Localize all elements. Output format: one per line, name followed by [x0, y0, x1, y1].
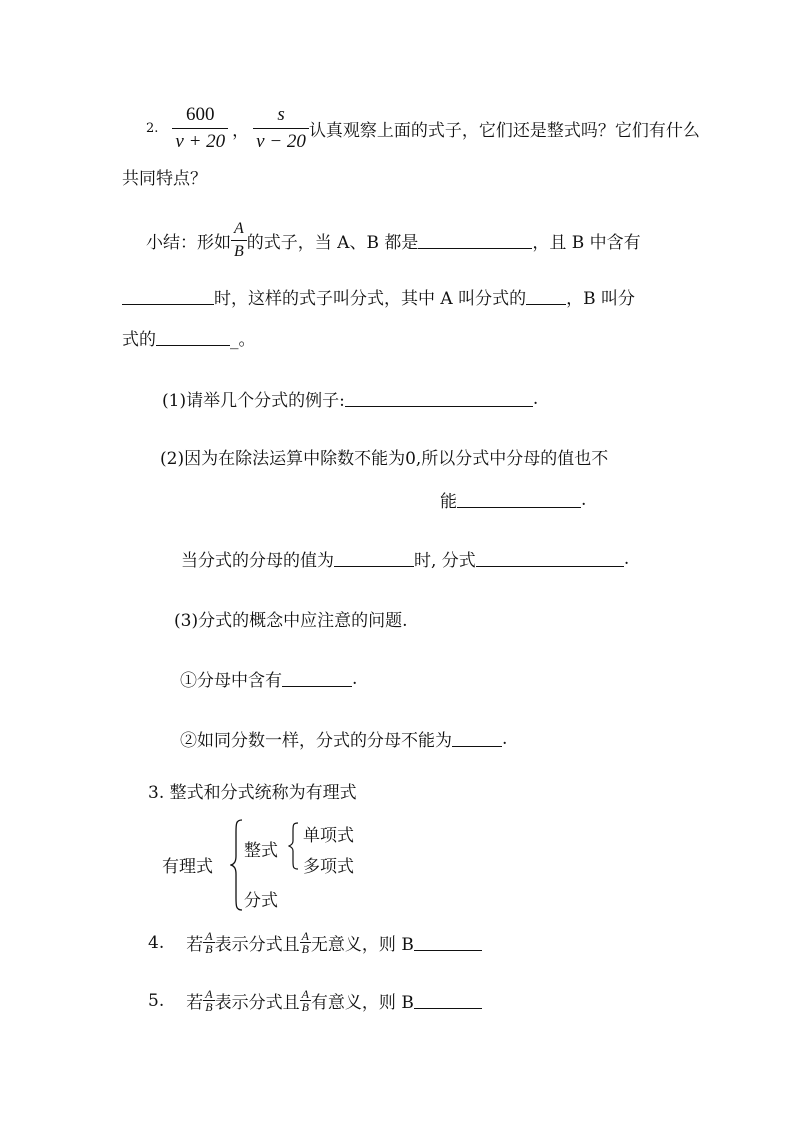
- separator: ，: [232, 121, 250, 141]
- fraction-denominator: B: [301, 1000, 309, 1014]
- fraction-numerator: 600: [186, 104, 215, 125]
- summary-text: _。: [230, 330, 256, 350]
- question-5-text: 若: [186, 993, 204, 1013]
- fraction-numerator: A: [301, 987, 309, 1001]
- tree-branch-integral: 整式: [244, 841, 278, 861]
- fraction-600-over-v-plus-20: [172, 104, 228, 153]
- item-2-cont-text: 能: [440, 492, 457, 512]
- answer-blank[interactable]: [418, 232, 532, 249]
- fraction-a-over-b: [203, 930, 214, 955]
- item-1: [162, 386, 538, 411]
- question-2: [146, 104, 700, 153]
- item-2b-text: 当分式的分母的值为: [181, 551, 334, 571]
- tree-root: 有理式: [162, 857, 213, 877]
- fraction-s-over-v-minus-20: [253, 104, 309, 153]
- summary-line-2: [122, 284, 635, 309]
- fraction-denominator: B: [301, 942, 309, 956]
- fraction-numerator: s: [277, 104, 285, 125]
- summary-text: 式的: [122, 330, 156, 350]
- fraction-denominator: B: [205, 942, 213, 956]
- summary-line-3: [122, 325, 256, 350]
- item-3-point-text: ②如同分数一样，分式的分母不能为: [180, 731, 452, 751]
- answer-blank[interactable]: [452, 730, 502, 747]
- summary-line-1: [146, 220, 641, 261]
- question-4-number: 4.: [148, 932, 165, 953]
- item-2b: [181, 546, 629, 571]
- item-end-mark: .: [532, 388, 539, 409]
- inner-brace: [288, 821, 300, 871]
- item-2-continued: [440, 487, 586, 512]
- question-4-text: 表示分式且: [214, 935, 300, 955]
- fraction-numerator: A: [234, 220, 244, 237]
- fraction-a-over-b: [300, 988, 311, 1013]
- item-3-point-1: [180, 666, 357, 691]
- answer-blank[interactable]: [476, 550, 624, 567]
- summary-text: 时，这样的式子叫分式，其中 A 叫分式的: [214, 289, 527, 309]
- answer-blank[interactable]: [457, 491, 581, 508]
- item-3-point-2: [180, 726, 507, 751]
- fraction-a-over-b: [203, 988, 214, 1013]
- summary-text: ，B 叫分: [566, 289, 635, 309]
- answer-blank[interactable]: [156, 329, 230, 346]
- fraction-denominator: B: [205, 1000, 213, 1014]
- summary-prefix: 小结：形如: [146, 233, 231, 253]
- item-1-label: (1)请举几个分式的例子:: [162, 391, 345, 411]
- question-4-text: 若: [186, 935, 204, 955]
- question-3-text: 3. 整式和分式统称为有理式: [148, 783, 357, 803]
- question-5-number: 5.: [148, 990, 165, 1011]
- fraction-numerator: A: [205, 929, 213, 943]
- item-end-mark: .: [502, 728, 508, 749]
- answer-blank[interactable]: [526, 288, 566, 305]
- answer-blank[interactable]: [334, 550, 414, 567]
- question-2-text-line2: 共同特点？: [122, 169, 207, 189]
- tree-branch-fraction: 分式: [244, 891, 278, 911]
- summary-text: 的式子，当 A、B 都是: [246, 233, 419, 253]
- fraction-a-over-b: [300, 930, 311, 955]
- question-5: [148, 988, 482, 1013]
- fraction-a-over-b: [231, 220, 247, 261]
- outer-brace: [230, 818, 244, 912]
- answer-blank[interactable]: [122, 288, 214, 305]
- item-3: (3)分式的概念中应注意的问题.: [174, 611, 408, 631]
- answer-blank[interactable]: [345, 390, 533, 407]
- question-2-text: 认真观察上面的式子，它们还是整式吗？它们有什么: [308, 121, 700, 141]
- answer-blank[interactable]: [282, 670, 352, 687]
- fraction-denominator: v − 20: [253, 128, 309, 153]
- item-3-point-text: ①分母中含有: [180, 671, 282, 691]
- item-2b-text: 时, 分式: [414, 551, 476, 571]
- question-5-text: 有意义，则 B: [310, 993, 414, 1013]
- fraction-numerator: A: [205, 987, 213, 1001]
- tree-leaf-polynomial: 多项式: [303, 857, 354, 877]
- answer-blank[interactable]: [414, 934, 482, 951]
- item-end-mark: .: [581, 489, 587, 510]
- answer-blank[interactable]: [414, 992, 482, 1009]
- question-4-text: 无意义，则 B: [310, 935, 414, 955]
- question-2-number: 2.: [146, 121, 159, 136]
- item-end-mark: .: [623, 548, 630, 569]
- tree-leaf-monomial: 单项式: [303, 826, 354, 846]
- fraction-numerator: A: [301, 929, 309, 943]
- item-end-mark: .: [352, 668, 358, 689]
- fraction-denominator: B: [231, 240, 247, 261]
- question-5-text: 表示分式且: [214, 993, 300, 1013]
- summary-text: ，且 B 中含有: [532, 233, 641, 253]
- fraction-denominator: v + 20: [172, 128, 228, 153]
- question-4: [148, 930, 482, 955]
- item-2: (2)因为在除法运算中除数不能为0,所以分式中分母的值也不: [160, 449, 609, 469]
